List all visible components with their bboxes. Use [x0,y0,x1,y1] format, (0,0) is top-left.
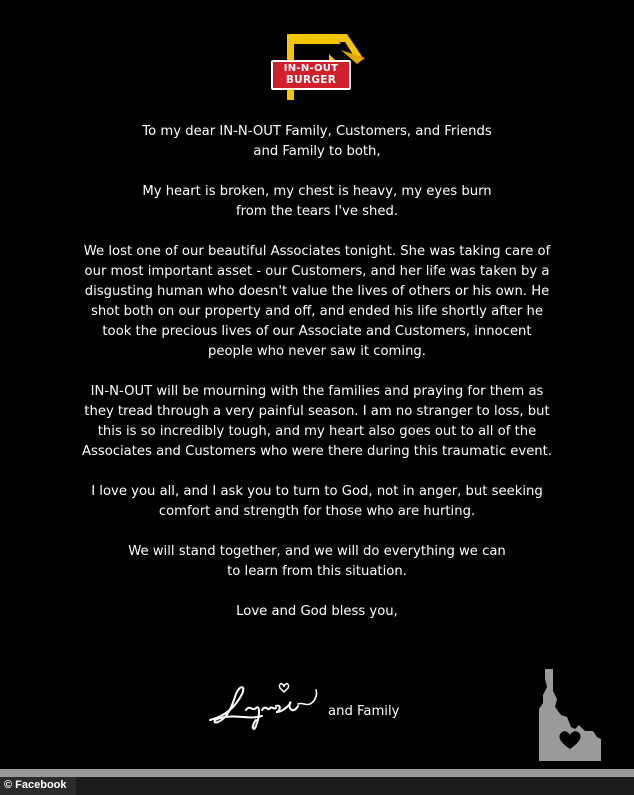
letter-line: this is so incredibly tough, and my heart also goes out to all of the [97,424,537,439]
letter-body [40,122,594,642]
letter-line: from the tears I've shed. [235,204,399,219]
letter-line: and Family to both, [253,144,381,159]
in-n-out-logo [267,30,367,106]
letter-line: comfort and strength for those who are hurting. [158,504,476,519]
letter-line: IN-N-OUT will be mourning with the families and praying for them as [90,384,544,399]
letter-line: disgusting human who doesn't value the lives of others or his own. He [84,284,550,299]
letter-paragraph [40,542,594,582]
letter-line: Associates and Customers who were there during this traumatic event. [81,444,553,459]
letter-line: Love and God bless you, [236,604,398,619]
letter-line: took the precious lives of our Associate and Customers, innocent [102,324,532,339]
image-credit: © Facebook [4,779,67,791]
signature-suffix: and Family [328,704,400,719]
logo-wordmark [271,60,351,90]
caption-divider [0,769,634,777]
logo-line-1: IN-N-OUT [283,63,339,74]
letter-line: to learn from this situation. [227,564,407,579]
caption-bar [0,777,634,795]
logo-line-2: BURGER [285,74,337,86]
letter-line: We lost one of our beautiful Associates tonight. She was taking care of [83,244,551,259]
letter-line: My heart is broken, my chest is heavy, my eyes burn [142,184,492,199]
letter-line: they tread through a very painful season. I am no stranger to loss, but [84,404,550,419]
letter-line: To my dear IN-N-OUT Family, Customers, and Friends [142,124,492,139]
letter-line: people who never saw it coming. [207,344,426,359]
letter-line: We will stand together, and we will do everything we can [128,544,506,559]
letter-paragraph [40,382,594,462]
letter-paragraph [40,482,594,522]
letter-paragraph [40,182,594,222]
letter-line: our most important asset - our Customers, and her life was taken by a [84,264,550,279]
letter-line: shot both on our property and off, and ended his life shortly after he [91,304,543,319]
letter-paragraph [40,242,594,362]
letter-line: I love you all, and I ask you to turn to God, not in anger, but seeking [91,484,543,499]
letter-paragraph [40,602,594,622]
letter-paragraph [40,122,594,162]
signature-lynsi [206,676,324,732]
idaho-heart-icon [539,669,601,761]
